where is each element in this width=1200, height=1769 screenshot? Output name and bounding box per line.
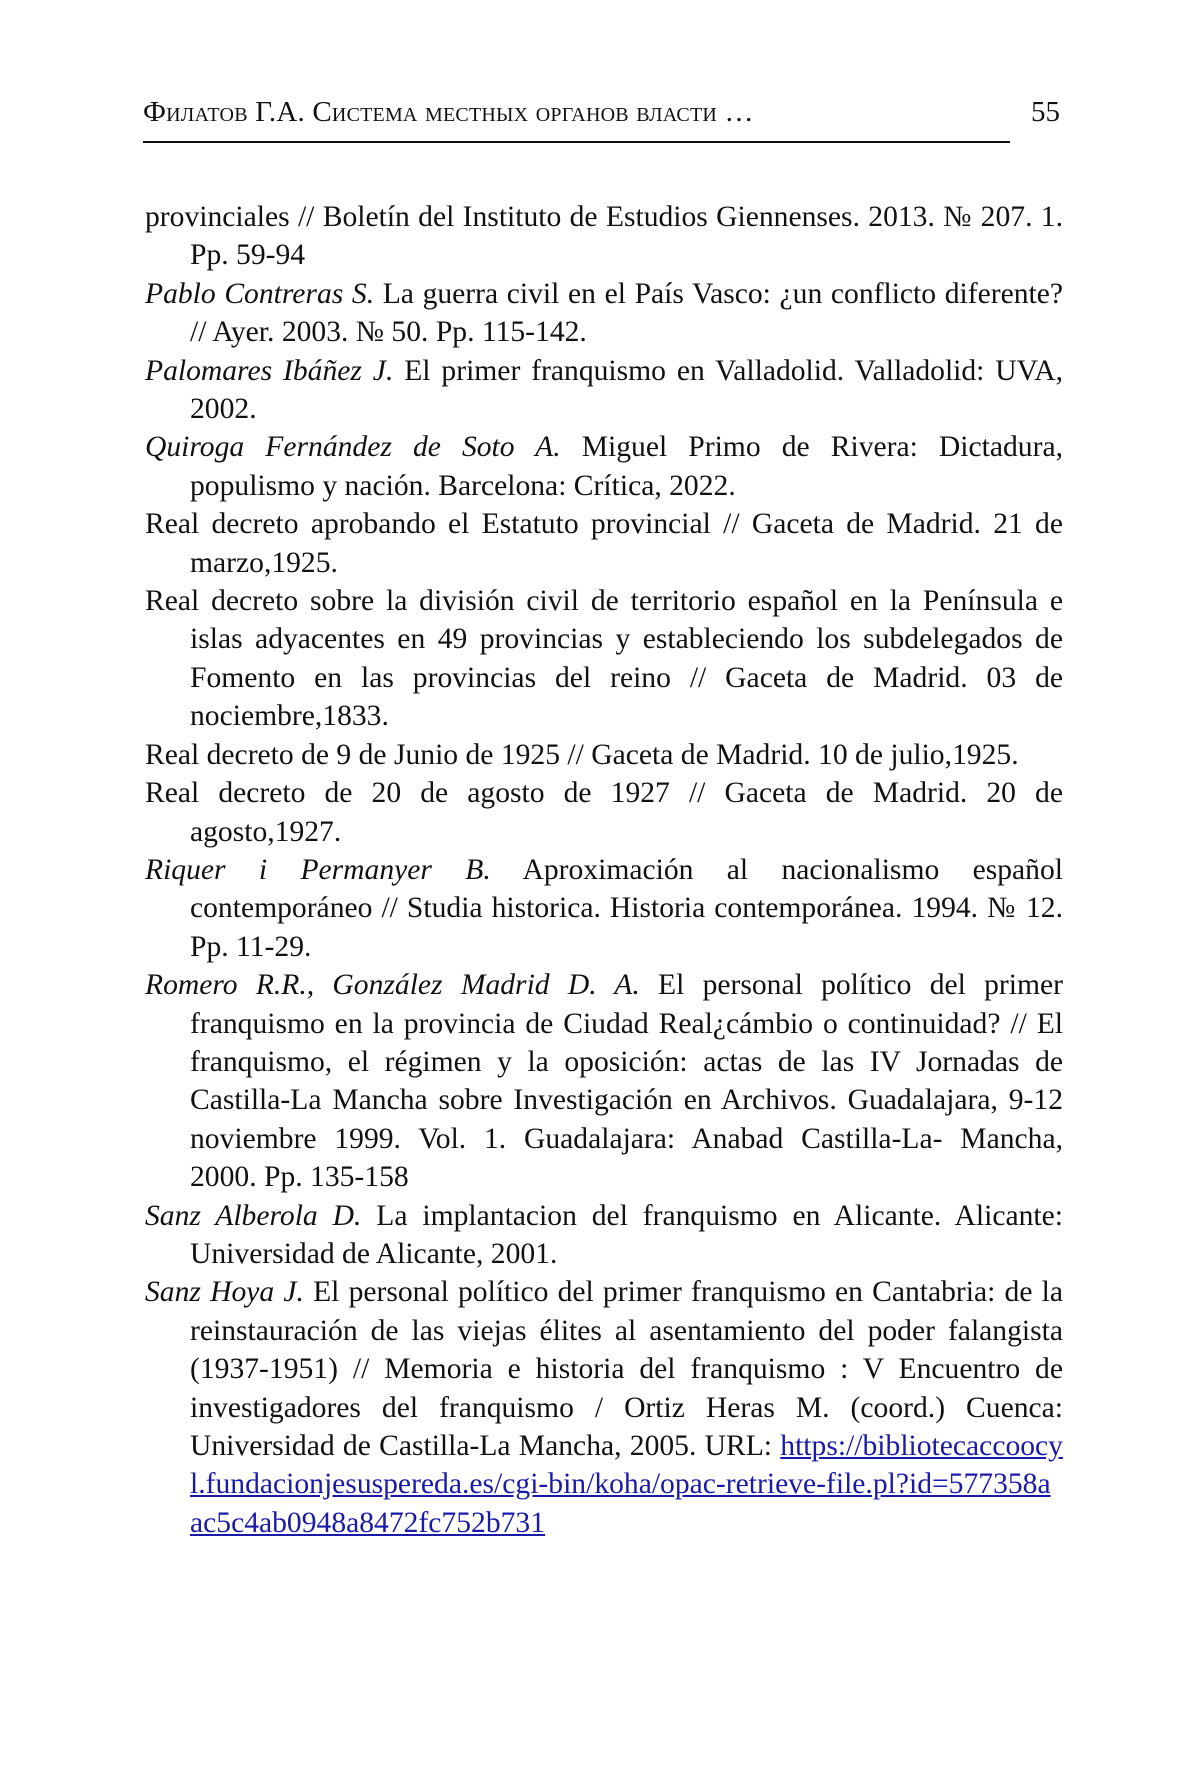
entry-text: Real decreto de 20 de agosto de 1927 // Gaceta de Madrid. 20 de agosto,1927. bbox=[145, 777, 1063, 848]
entry-author: Sanz Alberola D. bbox=[145, 1199, 362, 1232]
bibliography-entry bbox=[145, 966, 1063, 1196]
bibliography-entry bbox=[145, 1197, 1063, 1274]
entry-text: Real decreto de 9 de Junio de 1925 // Gaceta de Madrid. 10 de julio,1925. bbox=[145, 738, 1019, 771]
entry-author: Romero R.R., González Madrid D. A. bbox=[145, 969, 640, 1002]
entry-text: El personal político del primer franquismo en la provincia de Ciudad Real¿cámbio o continuidad? // El franquismo, el régimen y la oposición: actas de las IV Jornadas de Castilla-La Mancha sobre Investigación en Archivos. Guadalajara, 9-12 noviembre 1999. Vol. 1. Guadalajara: Anabad Castilla-La- Mancha, 2000. Pp. 135-158 bbox=[190, 969, 1063, 1194]
url-label: URL: bbox=[704, 1430, 773, 1462]
bibliography-list bbox=[145, 198, 1063, 1542]
bibliography-entry bbox=[145, 428, 1063, 505]
entry-text: Real decreto sobre la división civil de territorio español en la Península e islas adyacentes en 49 provincias y estableciendo los subdelegados de Fomento en las provincias del reino // Gaceta de Madrid. 03 de nociembre,1833. bbox=[145, 585, 1063, 733]
url-link[interactable]: https://bibliotecaccoocyl.fundacionjesuspereda.es/cgi-bin/koha/opac-retrieve-file.pl?id=577358aac5c4ab0948a8472fc752b731 bbox=[190, 1430, 1063, 1539]
bibliography-entry bbox=[145, 774, 1063, 851]
entry-text: provinciales // Boletín del Instituto de Estudios Giennenses. 2013. № 207. 1. Pp. 59-94 bbox=[145, 201, 1063, 272]
entry-text: El primer franquismo en Valladolid. Valladolid: UVA, 2002. bbox=[190, 354, 1063, 426]
running-title: Филатов Г.А. Система местных органов власти … bbox=[143, 96, 754, 128]
bibliography-entry bbox=[145, 352, 1063, 429]
bibliography-entry bbox=[145, 851, 1063, 966]
entry-text: La implantacion del franquismo en Alicante. Alicante: Universidad de Alicante, 2001. bbox=[190, 1199, 1064, 1270]
running-head bbox=[143, 96, 1060, 144]
bibliography-entry bbox=[145, 736, 1063, 774]
bibliography-entry bbox=[145, 582, 1063, 736]
bibliography-entry bbox=[145, 505, 1063, 582]
entry-author: Quiroga Fernández de Soto A. bbox=[145, 431, 561, 464]
entry-text: Aproximación al nacionalismo español contemporáneo // Studia historica. Historia contemporánea. 1994. № 12. Pp. 11-29. bbox=[190, 853, 1063, 963]
page-number: 55 bbox=[1031, 96, 1060, 128]
header-rule bbox=[143, 141, 1010, 143]
entry-author: Palomares Ibáñez J. bbox=[145, 354, 394, 387]
entry-text: Real decreto aprobando el Estatuto provincial // Gaceta de Madrid. 21 de marzo,1925. bbox=[145, 508, 1063, 579]
entry-author: Sanz Hoya J. bbox=[145, 1276, 304, 1309]
entry-text: La guerra civil en el País Vasco: ¿un conflicto diferente? // Ayer. 2003. № 50. Pp. 115-142. bbox=[190, 277, 1063, 349]
entry-text: Miguel Primo de Rivera: Dictadura, populismo y nación. Barcelona: Crítica, 2022. bbox=[190, 431, 1063, 502]
bibliography-entry bbox=[145, 1273, 1063, 1542]
bibliography-entry bbox=[145, 275, 1063, 352]
entry-text: El personal político del primer franquismo en Cantabria: de la reinstauración de las viejas élites al asentamiento del poder falangista (1937-1951) // Memoria e historia del franquismo : V Encuentro de investigadores del franquismo / Ortiz Heras M. (coord.) Cuenca: Universidad de Castilla-La Mancha, 2005. bbox=[190, 1276, 1063, 1462]
entry-author: Pablo Contreras S. bbox=[145, 277, 375, 310]
bibliography-entry bbox=[145, 198, 1063, 275]
entry-author: Riquer i Permanyer B. bbox=[145, 853, 491, 886]
